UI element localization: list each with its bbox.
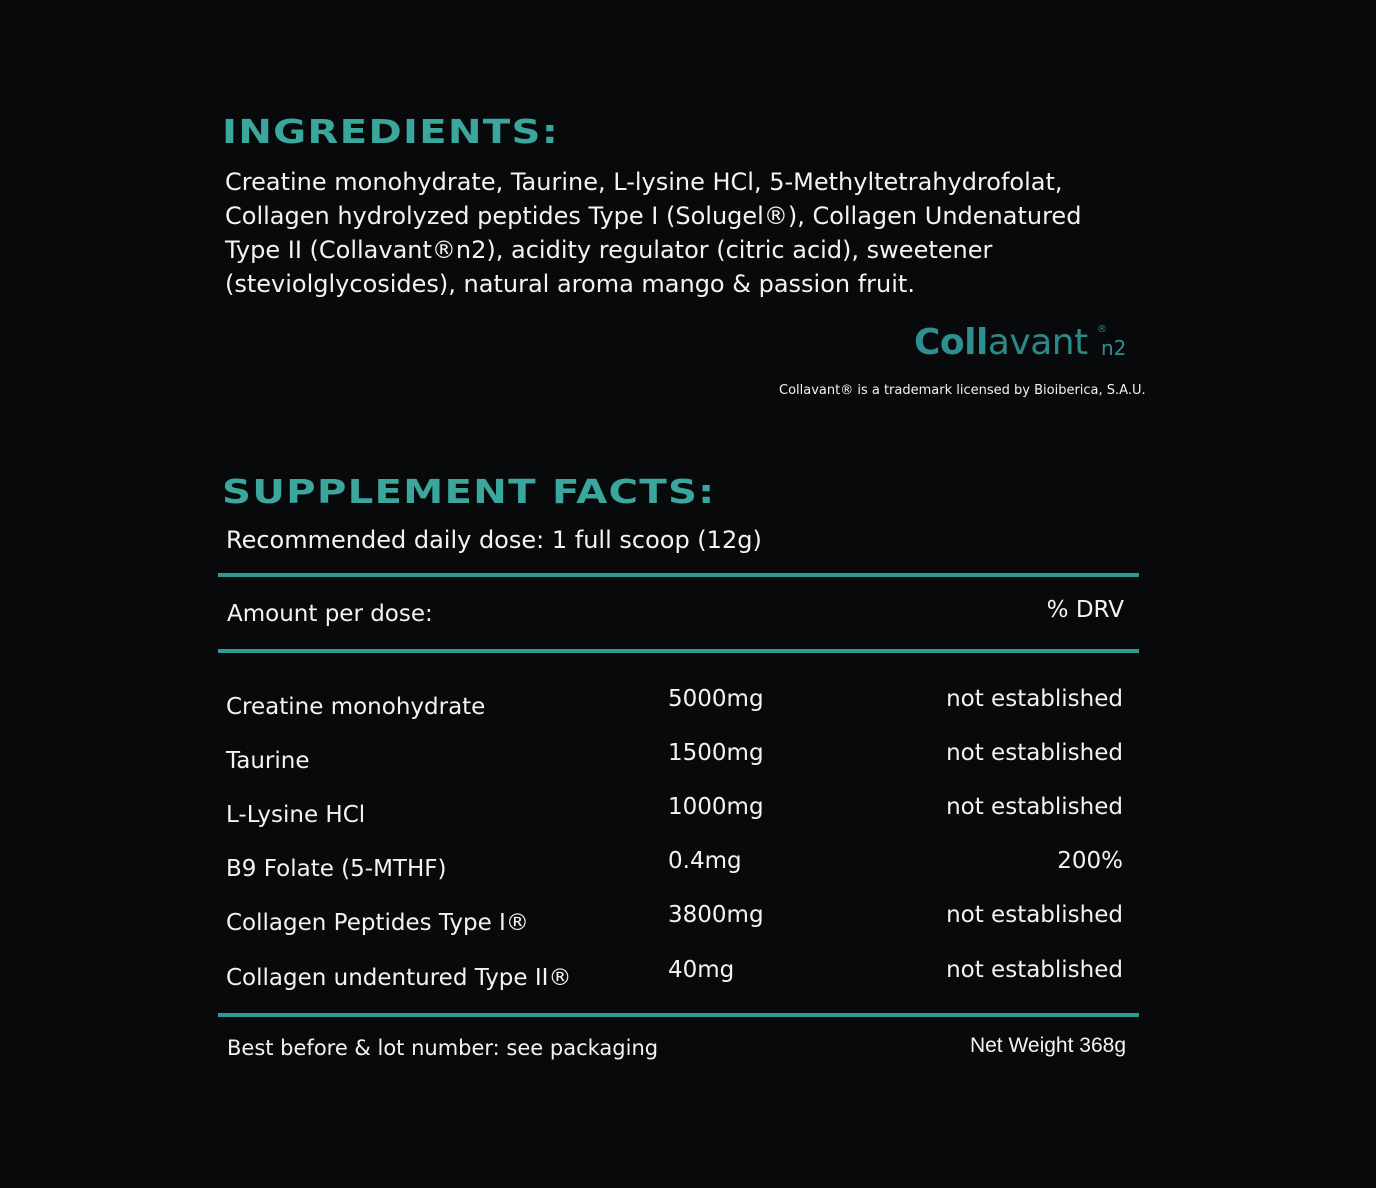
ingredients-line: Type II (Collavant®n2), acidity regulator (citric acid), sweetener [225, 236, 993, 264]
trademark-note: Collavant® is a trademark licensed by Bioiberica, S.A.U. [779, 383, 1146, 398]
ingredient-name: Collagen undentured Type II® [226, 965, 572, 991]
net-weight: Net Weight 368g [969, 1034, 1126, 1057]
ingredient-drv: not established [946, 957, 1123, 983]
ingredient-amount: 1000mg [668, 794, 764, 820]
ingredient-drv: not established [946, 740, 1123, 766]
logo-suffix: n2 [1101, 336, 1127, 360]
ingredient-name: Creatine monohydrate [226, 694, 486, 720]
ingredient-drv: not established [946, 794, 1123, 820]
divider-bottom [218, 1013, 1139, 1017]
ingredient-name: Collagen Peptides Type I® [226, 910, 529, 936]
ingredient-name: B9 Folate (5-MTHF) [226, 856, 447, 882]
logo-light-text: avant [987, 322, 1088, 363]
ingredients-list [225, 165, 1125, 301]
divider-top [218, 573, 1139, 577]
table-row [0, 792, 1376, 832]
ingredient-drv: not established [946, 686, 1123, 712]
logo-bold-text: Coll [914, 322, 988, 363]
ingredients-line: (steviolglycosides), natural aroma mango & passion fruit. [225, 270, 915, 298]
ingredient-amount: 0.4mg [668, 848, 742, 874]
best-before-note: Best before & lot number: see packaging [227, 1036, 659, 1060]
ingredient-amount: 3800mg [668, 902, 764, 928]
ingredient-name: Taurine [226, 748, 310, 774]
table-row [0, 684, 1376, 724]
divider-header [218, 649, 1139, 653]
ingredients-heading: INGREDIENTS: [222, 112, 560, 151]
table-row [0, 900, 1376, 940]
amount-per-dose-label: Amount per dose: [227, 601, 433, 627]
logo-registered-mark: ® [1097, 324, 1107, 335]
ingredient-name: L-Lysine HCl [226, 802, 366, 828]
ingredient-drv: 200% [1057, 848, 1123, 874]
ingredient-amount: 40mg [668, 957, 735, 983]
ingredient-drv: not established [946, 902, 1123, 928]
table-row [0, 738, 1376, 778]
ingredient-amount: 5000mg [668, 686, 764, 712]
recommended-dose: Recommended daily dose: 1 full scoop (12g) [226, 526, 762, 554]
table-row [0, 846, 1376, 886]
supplement-facts-heading: SUPPLEMENT FACTS: [222, 472, 716, 511]
table-row [0, 955, 1376, 995]
drv-column-label: % DRV [1046, 597, 1124, 623]
ingredients-line: Collagen hydrolyzed peptides Type I (Solugel®), Collagen Undenatured [225, 202, 1082, 230]
ingredient-amount: 1500mg [668, 740, 764, 766]
collavant-logo [914, 322, 1144, 366]
ingredients-line: Creatine monohydrate, Taurine, L-lysine HCl, 5-Methyltetrahydrofolat, [225, 168, 1063, 196]
